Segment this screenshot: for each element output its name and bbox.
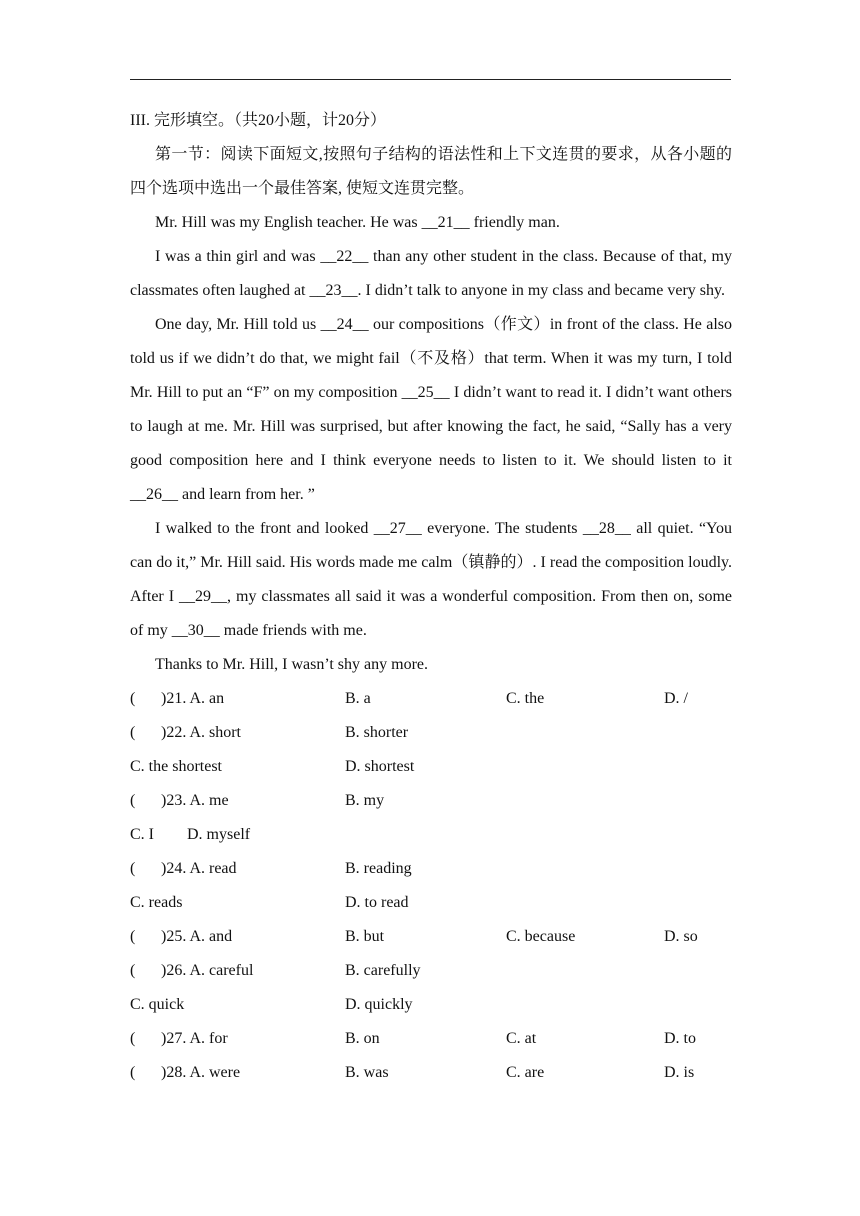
option-d: D. to read xyxy=(345,894,409,911)
passage-paragraph-2: I was a thin girl and was __22__ than any other student in the class. Because of that, my classmates often laughed at __23__. I didn’t talk to anyone in my class and became very shy. xyxy=(130,248,732,299)
passage-paragraph-4: I walked to the front and looked __27__ everyone. The students __28__ all quiet. “You can do it,” Mr. Hill said. His words made me calm（镇静的）. I read the composition loudly. After I __29__, my classmates all said it was a wonderful composition. From then on, some of my __30__ made friends with me. xyxy=(130,520,732,639)
option-a: )28. A. were xyxy=(161,1064,241,1081)
question-22-continued xyxy=(130,750,732,784)
answer-bracket[interactable]: ( xyxy=(130,928,136,945)
option-b: B. reading xyxy=(345,860,412,877)
option-c: C. I xyxy=(130,826,154,843)
option-b: B. was xyxy=(345,1064,389,1081)
option-c: C. reads xyxy=(130,894,183,911)
question-23 xyxy=(130,784,732,818)
section-title: III. 完形填空。（共20小题，计20分） xyxy=(130,112,386,129)
option-c: C. at xyxy=(506,1030,537,1047)
option-d: D. is xyxy=(664,1064,695,1081)
option-c: C. are xyxy=(506,1064,545,1081)
document-body xyxy=(130,104,732,1090)
question-26 xyxy=(130,954,732,988)
option-d: D. so xyxy=(664,928,698,945)
option-b: B. carefully xyxy=(345,962,421,979)
question-25 xyxy=(130,920,732,954)
option-a: )27. A. for xyxy=(161,1030,228,1047)
answer-bracket[interactable]: ( xyxy=(130,962,136,979)
question-23-continued xyxy=(130,818,732,852)
option-a: )21. A. an xyxy=(161,690,225,707)
header-rule xyxy=(130,79,731,80)
option-d: D. quickly xyxy=(345,996,413,1013)
question-26-continued xyxy=(130,988,732,1022)
option-c: C. because xyxy=(506,928,576,945)
option-d: D. to xyxy=(664,1030,696,1047)
option-b: B. a xyxy=(345,690,371,707)
section-instruction: 第一节：阅读下面短文,按照句子结构的语法性和上下文连贯的要求，从各小题的四个选项中选出一个最佳答案, 使短文连贯完整。 xyxy=(130,146,732,197)
question-28 xyxy=(130,1056,732,1090)
option-d: D. myself xyxy=(187,826,251,843)
passage-paragraph-3: One day, Mr. Hill told us __24__ our compositions（作文）in front of the class. He also told us if we didn’t do that, we might fail（不及格）that term. When it was my turn, I told Mr. Hill to put an “F” on my composition __25__ I didn’t want to read it. I didn’t want others to laugh at me. Mr. Hill was surprised, but after knowing the fact, he said, “Sally has a very good composition here and I think everyone needs to listen to it. We should listen to it __26__ and learn from her. ” xyxy=(130,316,732,503)
option-d: D. / xyxy=(664,690,688,707)
passage-paragraph-5: Thanks to Mr. Hill, I wasn’t shy any more. xyxy=(155,656,429,673)
question-21 xyxy=(130,682,732,716)
answer-bracket[interactable]: ( xyxy=(130,724,136,741)
option-a: )26. A. careful xyxy=(161,962,254,979)
option-c: C. quick xyxy=(130,996,185,1013)
answer-bracket[interactable]: ( xyxy=(130,1030,136,1047)
answer-bracket[interactable]: ( xyxy=(130,1064,136,1081)
option-b: B. but xyxy=(345,928,385,945)
option-d: D. shortest xyxy=(345,758,415,775)
question-27 xyxy=(130,1022,732,1056)
question-24 xyxy=(130,852,732,886)
option-a: )24. A. read xyxy=(161,860,237,877)
option-c: C. the xyxy=(506,690,545,707)
passage-paragraph-1: Mr. Hill was my English teacher. He was __21__ friendly man. xyxy=(155,214,560,231)
option-b: B. shorter xyxy=(345,724,409,741)
option-b: B. on xyxy=(345,1030,380,1047)
question-22 xyxy=(130,716,732,750)
answer-bracket[interactable]: ( xyxy=(130,860,136,877)
option-a: )22. A. short xyxy=(161,724,241,741)
answer-bracket[interactable]: ( xyxy=(130,690,136,707)
option-a: )23. A. me xyxy=(161,792,229,809)
option-a: )25. A. and xyxy=(161,928,233,945)
option-b: B. my xyxy=(345,792,385,809)
question-24-continued xyxy=(130,886,732,920)
option-c: C. the shortest xyxy=(130,758,222,775)
answer-bracket[interactable]: ( xyxy=(130,792,136,809)
